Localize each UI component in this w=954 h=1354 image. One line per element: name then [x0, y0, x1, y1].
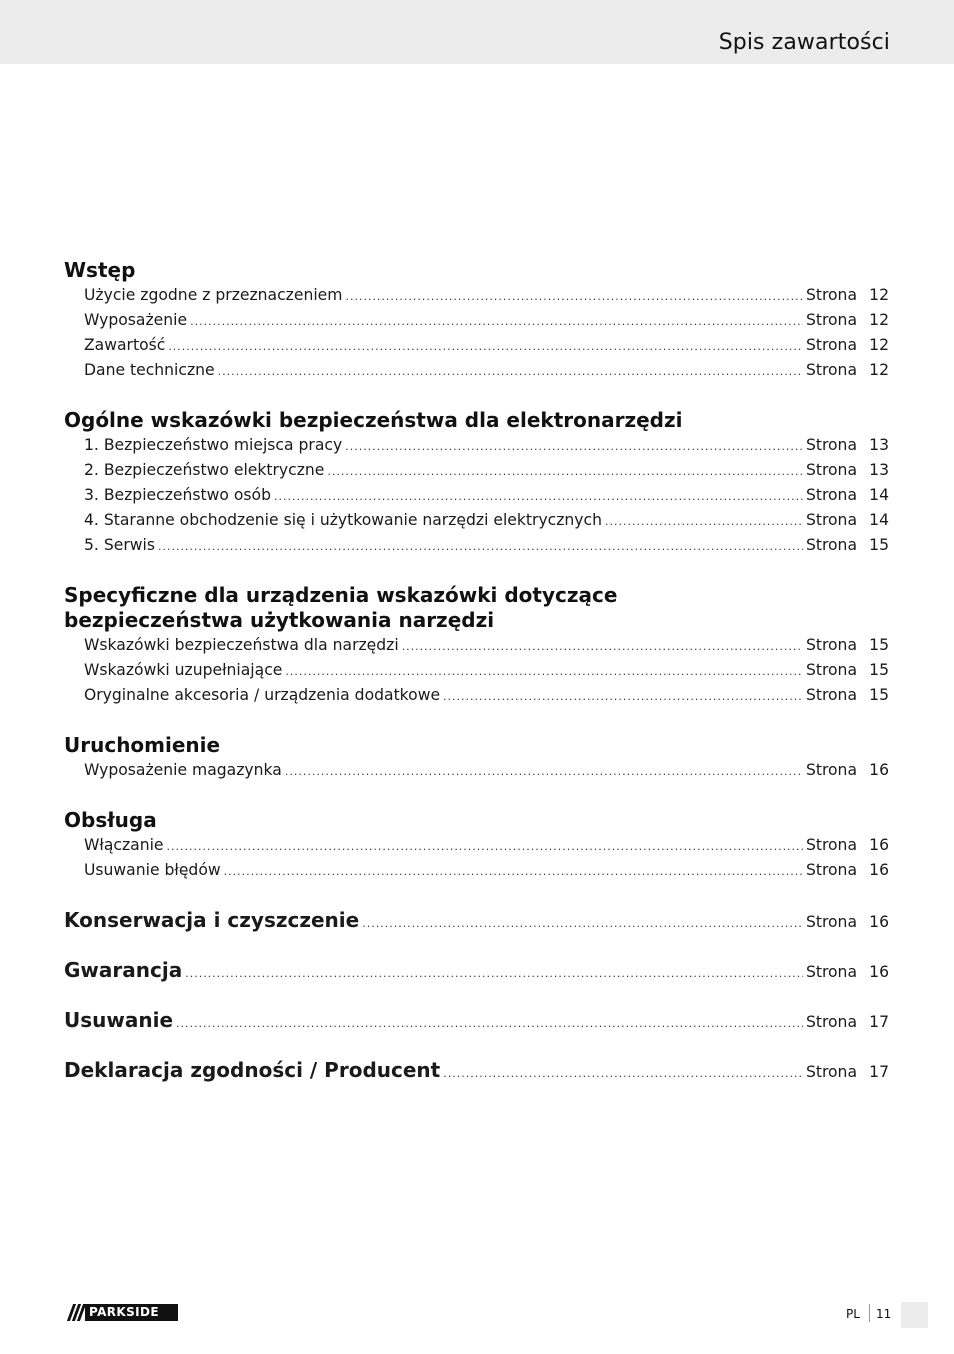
toc-section-wstep — [64, 258, 889, 383]
page-number: 16 — [869, 913, 889, 931]
leader-dots — [218, 359, 803, 384]
strona-label: Strona — [805, 1063, 857, 1081]
section-heading: Ogólne wskazówki bezpieczeństwa dla elektronarzędzi — [64, 408, 683, 432]
leader-dots — [224, 859, 803, 884]
toc-heading-entry[interactable] — [64, 1008, 889, 1033]
leader-dots — [605, 509, 803, 534]
toc-section-obsluga — [64, 808, 889, 883]
strona-label: Strona — [805, 1013, 857, 1031]
toc-entry[interactable] — [84, 358, 889, 383]
entry-label: 2. Bezpieczeństwo elektryczne — [84, 461, 325, 479]
leader-dots — [168, 334, 803, 359]
leader-dots — [345, 434, 803, 459]
toc-entry[interactable] — [84, 533, 889, 558]
heading-line-1: Specyficzne dla urządzenia wskazówki dotyczące — [64, 583, 618, 607]
leader-dots — [176, 1011, 803, 1036]
toc-entry[interactable] — [84, 508, 889, 533]
entry-label: 3. Bezpieczeństwo osób — [84, 486, 271, 504]
toc-heading-entry[interactable] — [64, 1058, 889, 1083]
toc-entry[interactable] — [84, 483, 889, 508]
section-heading: Obsługa — [64, 808, 157, 832]
entry-label: Wskazówki uzupełniające — [84, 661, 283, 679]
entry-label: Konserwacja i czyszczenie — [64, 908, 360, 932]
logo-stripes-icon — [65, 1304, 85, 1321]
toc-section-uruchomienie — [64, 733, 889, 783]
page-number-footer: 11 — [876, 1307, 892, 1321]
language-code: PL — [846, 1307, 860, 1321]
page-number: 16 — [869, 836, 889, 854]
page-number: 14 — [869, 511, 889, 529]
entry-label: Zawartość — [84, 336, 166, 354]
toc-entry[interactable] — [84, 283, 889, 308]
table-of-contents — [64, 258, 889, 1083]
toc-entry[interactable] — [84, 333, 889, 358]
leader-dots — [185, 961, 803, 986]
entry-label: Włączanie — [84, 836, 164, 854]
toc-entry[interactable] — [84, 458, 889, 483]
leader-dots — [327, 459, 803, 484]
page-number: 12 — [869, 311, 889, 329]
strona-label: Strona — [805, 361, 857, 379]
entry-label: 1. Bezpieczeństwo miejsca pracy — [84, 436, 343, 454]
page-number: 16 — [869, 963, 889, 981]
footer-divider — [869, 1304, 870, 1322]
leader-dots — [402, 634, 803, 659]
section-heading: Wstęp — [64, 258, 136, 282]
toc-heading-entry[interactable] — [64, 908, 889, 933]
entry-label: Oryginalne akcesoria / urządzenia dodatkowe — [84, 686, 441, 704]
page-number: 17 — [869, 1063, 889, 1081]
strona-label: Strona — [805, 536, 857, 554]
strona-label: Strona — [805, 686, 857, 704]
toc-entry[interactable] — [84, 633, 889, 658]
strona-label: Strona — [805, 511, 857, 529]
entry-label: 5. Serwis — [84, 536, 155, 554]
strona-label: Strona — [805, 486, 857, 504]
page-number: 15 — [869, 636, 889, 654]
leader-dots — [274, 484, 803, 509]
entry-label: Użycie zgodne z przeznaczeniem — [84, 286, 343, 304]
page-number: 16 — [869, 861, 889, 879]
page-title: Spis zawartości — [718, 30, 890, 55]
entry-label: Wyposażenie — [84, 311, 188, 329]
toc-entry[interactable] — [84, 433, 889, 458]
strona-label: Strona — [805, 963, 857, 981]
toc-entry[interactable] — [84, 658, 889, 683]
page-number: 17 — [869, 1013, 889, 1031]
page-number: 12 — [869, 336, 889, 354]
section-heading — [64, 583, 889, 633]
page-number: 15 — [869, 661, 889, 679]
brand-name: PARKSIDE — [89, 1305, 159, 1319]
entry-label: Usuwanie błędów — [84, 861, 221, 879]
heading-line-2: bezpieczeństwa użytkowania narzędzi — [64, 608, 495, 632]
entry-label: Deklaracja zgodności / Producent — [64, 1058, 441, 1082]
entry-label: Wyposażenie magazynka — [84, 761, 282, 779]
page-number: 14 — [869, 486, 889, 504]
leader-dots — [190, 309, 803, 334]
leader-dots — [167, 834, 803, 859]
strona-label: Strona — [805, 913, 857, 931]
page-number: 15 — [869, 536, 889, 554]
strona-label: Strona — [805, 861, 857, 879]
toc-entry[interactable] — [84, 308, 889, 333]
toc-entry[interactable] — [84, 683, 889, 708]
entry-label: Dane techniczne — [84, 361, 215, 379]
strona-label: Strona — [805, 661, 857, 679]
toc-heading-entry[interactable] — [64, 958, 889, 983]
strona-label: Strona — [805, 636, 857, 654]
entry-label: 4. Staranne obchodzenie się i użytkowanie narzędzi elektrycznych — [84, 511, 602, 529]
leader-dots — [362, 911, 803, 936]
strona-label: Strona — [805, 336, 857, 354]
page-number: 13 — [869, 436, 889, 454]
leader-dots — [345, 284, 802, 309]
toc-entry[interactable] — [84, 858, 889, 883]
entry-label: Gwarancja — [64, 958, 183, 982]
strona-label: Strona — [805, 461, 857, 479]
leader-dots — [158, 534, 803, 559]
strona-label: Strona — [805, 836, 857, 854]
leader-dots — [443, 684, 803, 709]
strona-label: Strona — [805, 311, 857, 329]
leader-dots — [443, 1061, 803, 1086]
toc-section-specyficzne — [64, 583, 889, 708]
page-number: 12 — [869, 286, 889, 304]
entry-label: Usuwanie — [64, 1008, 174, 1032]
page-number: 16 — [869, 761, 889, 779]
strona-label: Strona — [805, 436, 857, 454]
page-number: 12 — [869, 361, 889, 379]
strona-label: Strona — [805, 286, 857, 304]
leader-dots — [285, 659, 803, 684]
strona-label: Strona — [805, 761, 857, 779]
page-tab-marker — [901, 1302, 928, 1328]
page-number: 13 — [869, 461, 889, 479]
toc-section-ogolne — [64, 408, 889, 558]
toc-entry[interactable] — [84, 758, 889, 783]
toc-entry[interactable] — [84, 833, 889, 858]
section-heading: Uruchomienie — [64, 733, 221, 757]
page-number: 15 — [869, 686, 889, 704]
parkside-logo — [65, 1304, 178, 1321]
leader-dots — [285, 759, 803, 784]
entry-label: Wskazówki bezpieczeństwa dla narzędzi — [84, 636, 399, 654]
